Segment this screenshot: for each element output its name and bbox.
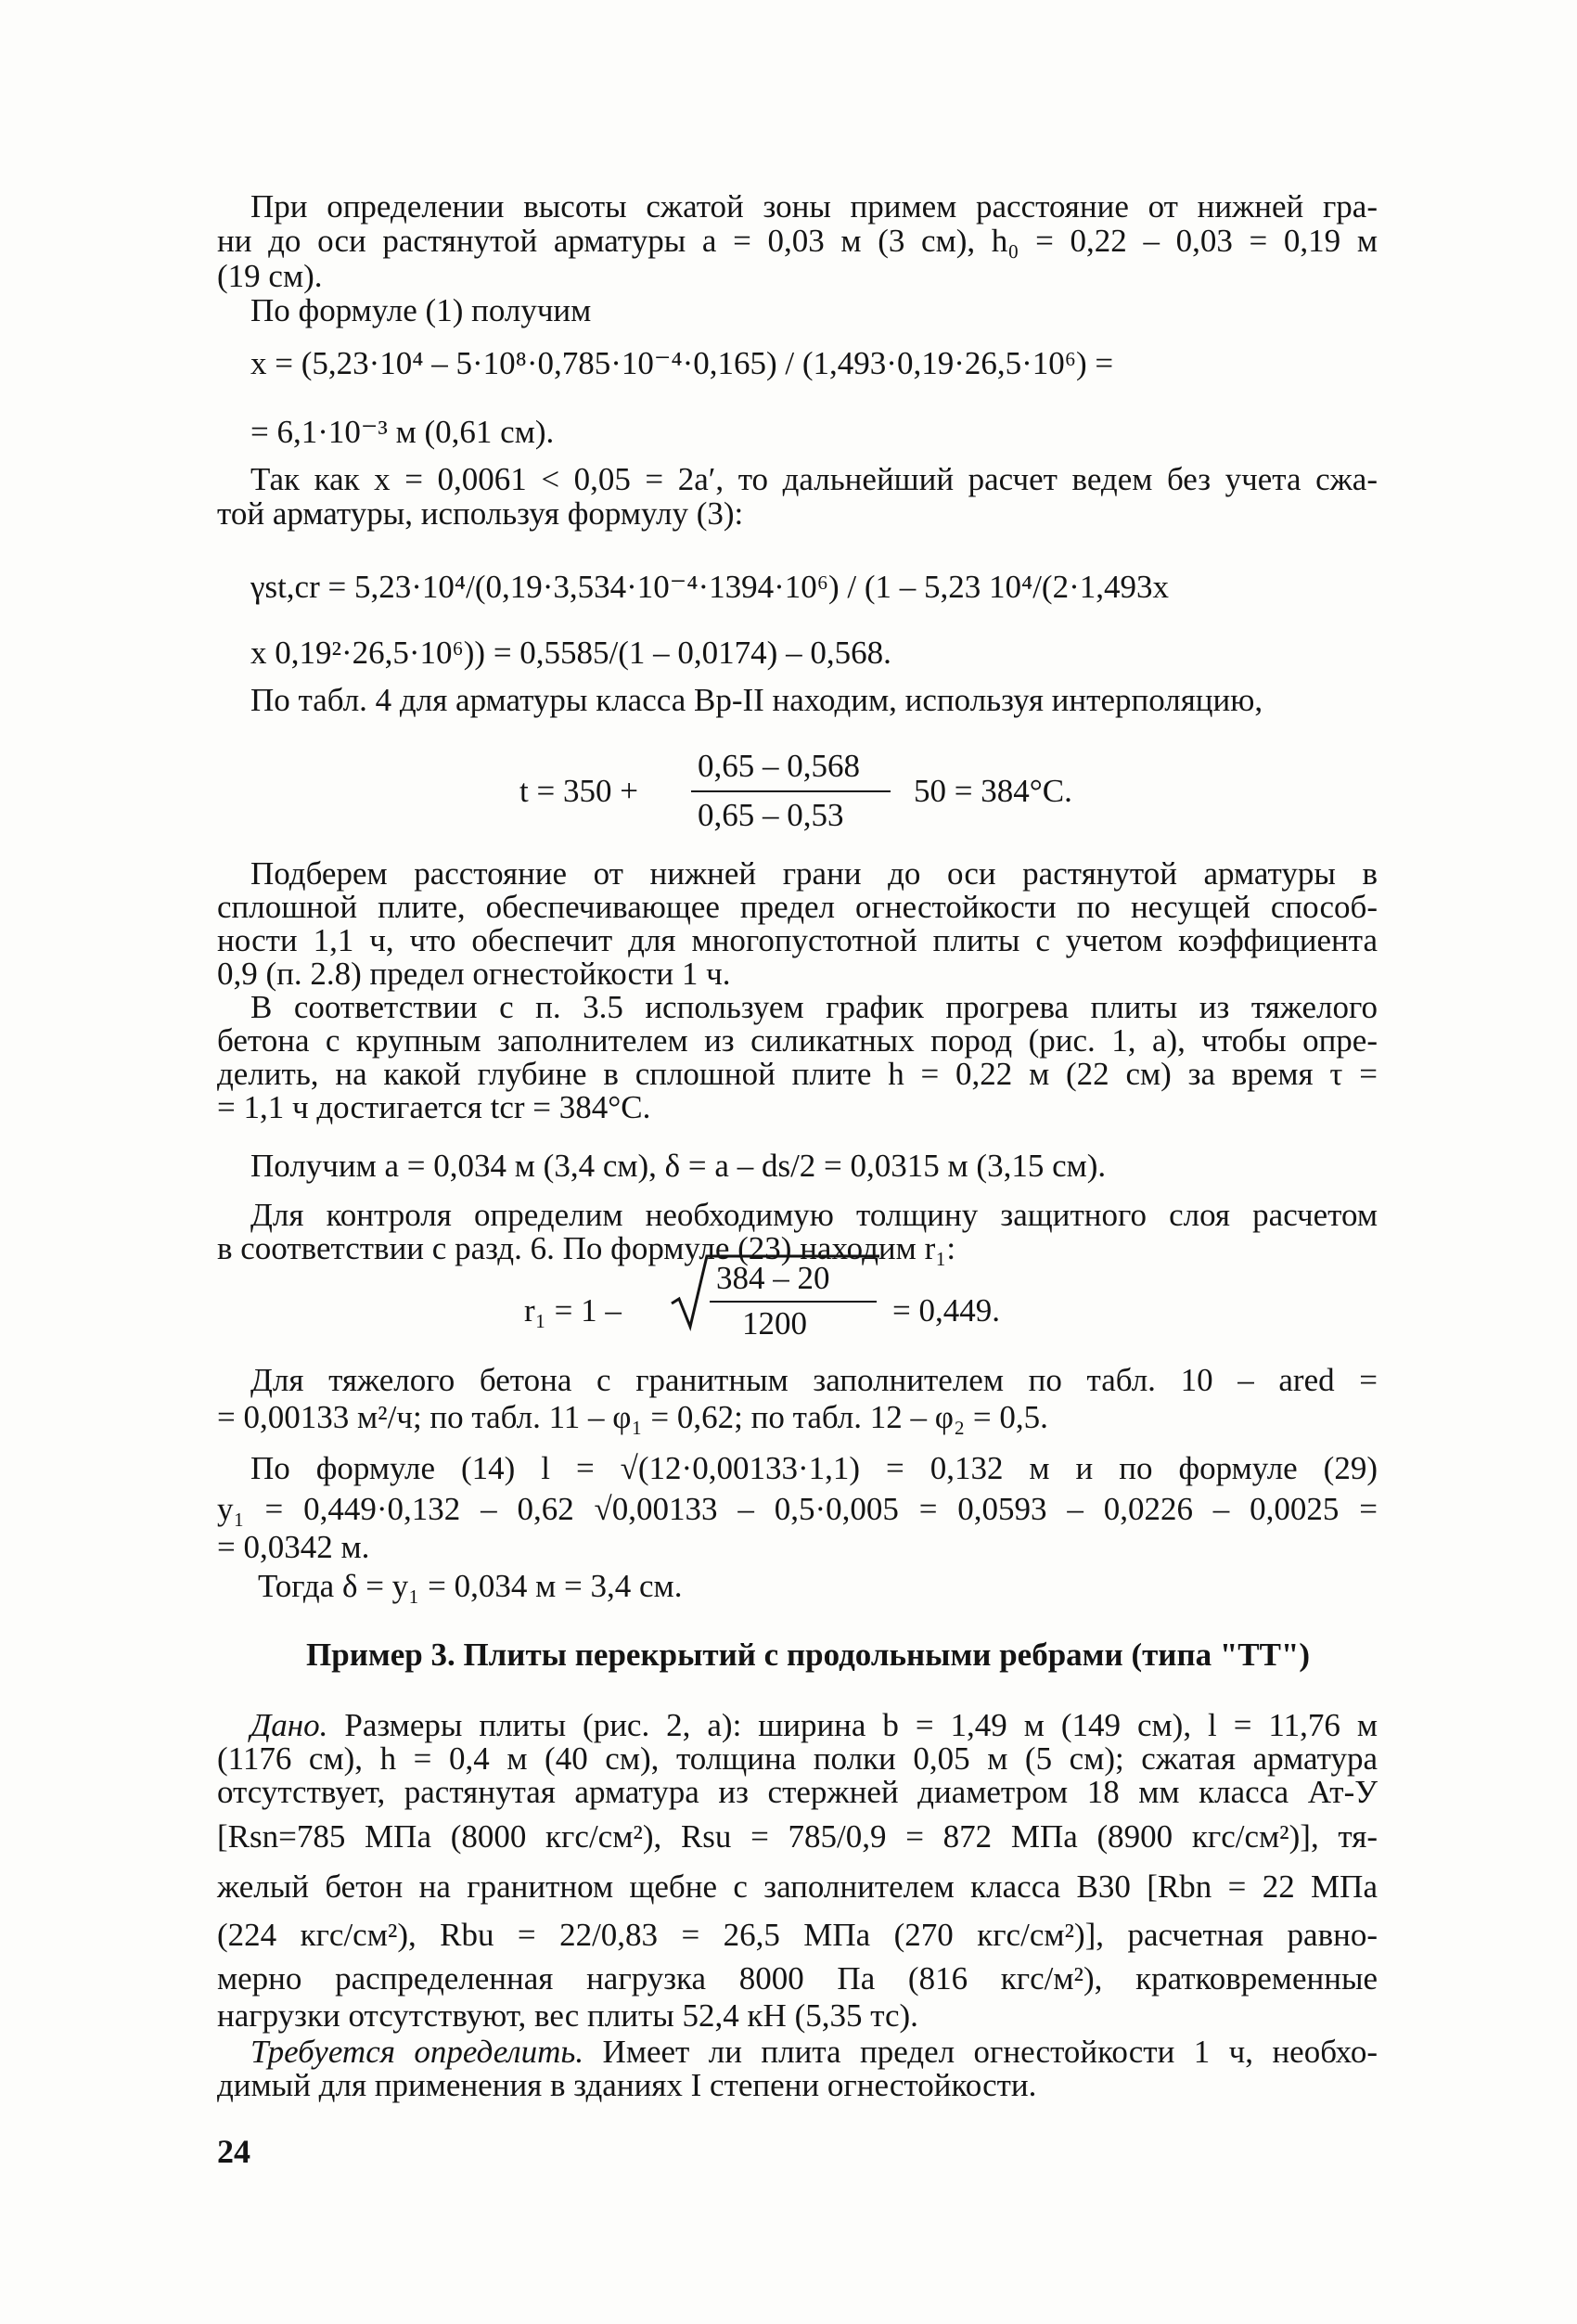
text-line: Тогда δ = y₁ = 0,034 м = 3,4 см.	[258, 1568, 683, 1604]
formula-r-denominator: 1200	[742, 1305, 807, 1342]
formula-r-numerator: 384 – 20	[716, 1260, 830, 1296]
section-heading: Пример 3. Плиты перекрытий с продольными ребрами (типа "ТТ")	[306, 1637, 1311, 1673]
required-text: Имеет ли плита предел огнестойкости 1 ч, необхо-	[583, 2034, 1378, 2070]
fraction-bar	[691, 790, 891, 792]
formula-t-denominator: 0,65 – 0,53	[698, 797, 844, 833]
text-line: При определении высоты сжатой зоны примем расстояние от нижней гра-	[250, 188, 1378, 225]
given-text: Размеры плиты (рис. 2, а): ширина b = 1,49 м (149 см), l = 11,76 м	[327, 1707, 1378, 1743]
formula-r-right: = 0,449.	[892, 1292, 1000, 1329]
text-line: нагрузки отсутствуют, вес плиты 52,4 кН (5,35 тс).	[217, 1997, 918, 2034]
formula-line: x 0,19²·26,5·10⁶)) = 0,5585/(1 – 0,0174) – 0,568.	[250, 635, 891, 671]
text-line: 0,9 (п. 2.8) предел огнестойкости 1 ч.	[217, 956, 731, 992]
text-line: Так как x = 0,0061 < 0,05 = 2a′, то дальнейший расчет ведем без учета сжа-	[250, 461, 1378, 497]
text-line: Получим a = 0,034 м (3,4 см), δ = a – ds/2 = 0,0315 м (3,15 см).	[250, 1148, 1107, 1184]
formula-r-left: r₁ = 1 –	[524, 1292, 622, 1329]
text-line: По формуле (14) l = √(12·0,00133·1,1) = 0,132 м и по формуле (29)	[250, 1450, 1378, 1486]
text-line: По формуле (1) получим	[250, 292, 592, 328]
text-line: ности 1,1 ч, что обеспечит для многопустотной плиты с учетом коэффициента	[217, 922, 1378, 958]
formula-line: x = (5,23·10⁴ – 5·10⁸·0,785·10⁻⁴·0,165) / (1,493·0,19·26,5·10⁶) =	[250, 345, 1114, 381]
text-line: желый бетон на гранитном щебне с заполнителем класса В30 [Rbn = 22 МПа	[217, 1868, 1378, 1905]
text-line: ни до оси растянутой арматуры a = 0,03 м (3 см), h₀ = 0,22 – 0,03 = 0,19 м	[217, 223, 1378, 259]
text-line: = 1,1 ч достигается tcr = 384°С.	[217, 1089, 651, 1125]
given-label: Дано.	[250, 1707, 328, 1743]
text-line: В соответствии с п. 3.5 используем график прогрева плиты из тяжелого	[250, 989, 1378, 1025]
formula-line: γst,cr = 5,23·10⁴/(0,19·3,534·10⁻⁴·1394·10⁶) / (1 – 5,23 10⁴/(2·1,493x	[250, 569, 1169, 605]
text-line: Подберем расстояние от нижней грани до оси растянутой арматуры в	[250, 855, 1378, 892]
text-line: делить, на какой глубине в сплошной плите h = 0,22 м (22 см) за время τ =	[217, 1056, 1378, 1092]
text-line: = 0,0342 м.	[217, 1529, 370, 1565]
text-line	[250, 2034, 1378, 2071]
text-line: мерно распределенная нагрузка 8000 Па (816 кгс/м²), кратковременные	[217, 1960, 1378, 1997]
text-line: (224 кгс/см²), Rbu = 22/0,83 = 26,5 МПа (270 кгс/см²)], расчетная равно-	[217, 1917, 1378, 1953]
text-line: в соответствии с разд. 6. По формуле (23) находим r₁:	[217, 1230, 956, 1266]
formula-t-right: 50 = 384°С.	[914, 773, 1072, 809]
text-line: y₁ = 0,449·0,132 – 0,62 √0,00133 – 0,5·0,005 = 0,0593 – 0,0226 – 0,0025 =	[217, 1491, 1378, 1527]
required-label: Требуется определить.	[250, 2034, 584, 2070]
text-line: [Rsn=785 МПа (8000 кгс/см²), Rsu = 785/0,9 = 872 МПа (8900 кгс/см²)], тя-	[217, 1818, 1378, 1855]
text-line: Для контроля определим необходимую толщину защитного слоя расчетом	[250, 1197, 1378, 1233]
text-line: По табл. 4 для арматуры класса Вр-II находим, используя интерполяцию,	[250, 682, 1263, 718]
formula-t-left: t = 350 +	[519, 773, 638, 809]
fraction-bar	[710, 1301, 877, 1303]
text-line: = 0,00133 м²/ч; по табл. 11 – φ₁ = 0,62; по табл. 12 – φ₂ = 0,5.	[217, 1399, 1048, 1435]
text-line: димый для применения в зданиях I степени огнестойкости.	[217, 2067, 1037, 2103]
text-line: сплошной плите, обеспечивающее предел огнестойкости по несущей способ-	[217, 889, 1378, 925]
text-line: (1176 см), h = 0,4 м (40 см), толщина полки 0,05 м (5 см); сжатая арматура	[217, 1740, 1378, 1777]
page-number: 24	[217, 2133, 250, 2170]
text-line: отсутствует, растянутая арматура из стержней диаметром 18 мм класса Ат-У	[217, 1774, 1378, 1810]
formula-line: = 6,1·10⁻³ м (0,61 см).	[250, 414, 555, 450]
text-line: Для тяжелого бетона с гранитным заполнителем по табл. 10 – ared =	[250, 1362, 1378, 1398]
text-line	[250, 1707, 1378, 1744]
text-line: той арматуры, используя формулу (3):	[217, 495, 744, 532]
formula-t-numerator: 0,65 – 0,568	[698, 748, 860, 784]
text-line: бетона с крупным заполнителем из силикатных пород (рис. 1, а), чтобы опре-	[217, 1022, 1378, 1059]
text-line: (19 см).	[217, 258, 323, 294]
